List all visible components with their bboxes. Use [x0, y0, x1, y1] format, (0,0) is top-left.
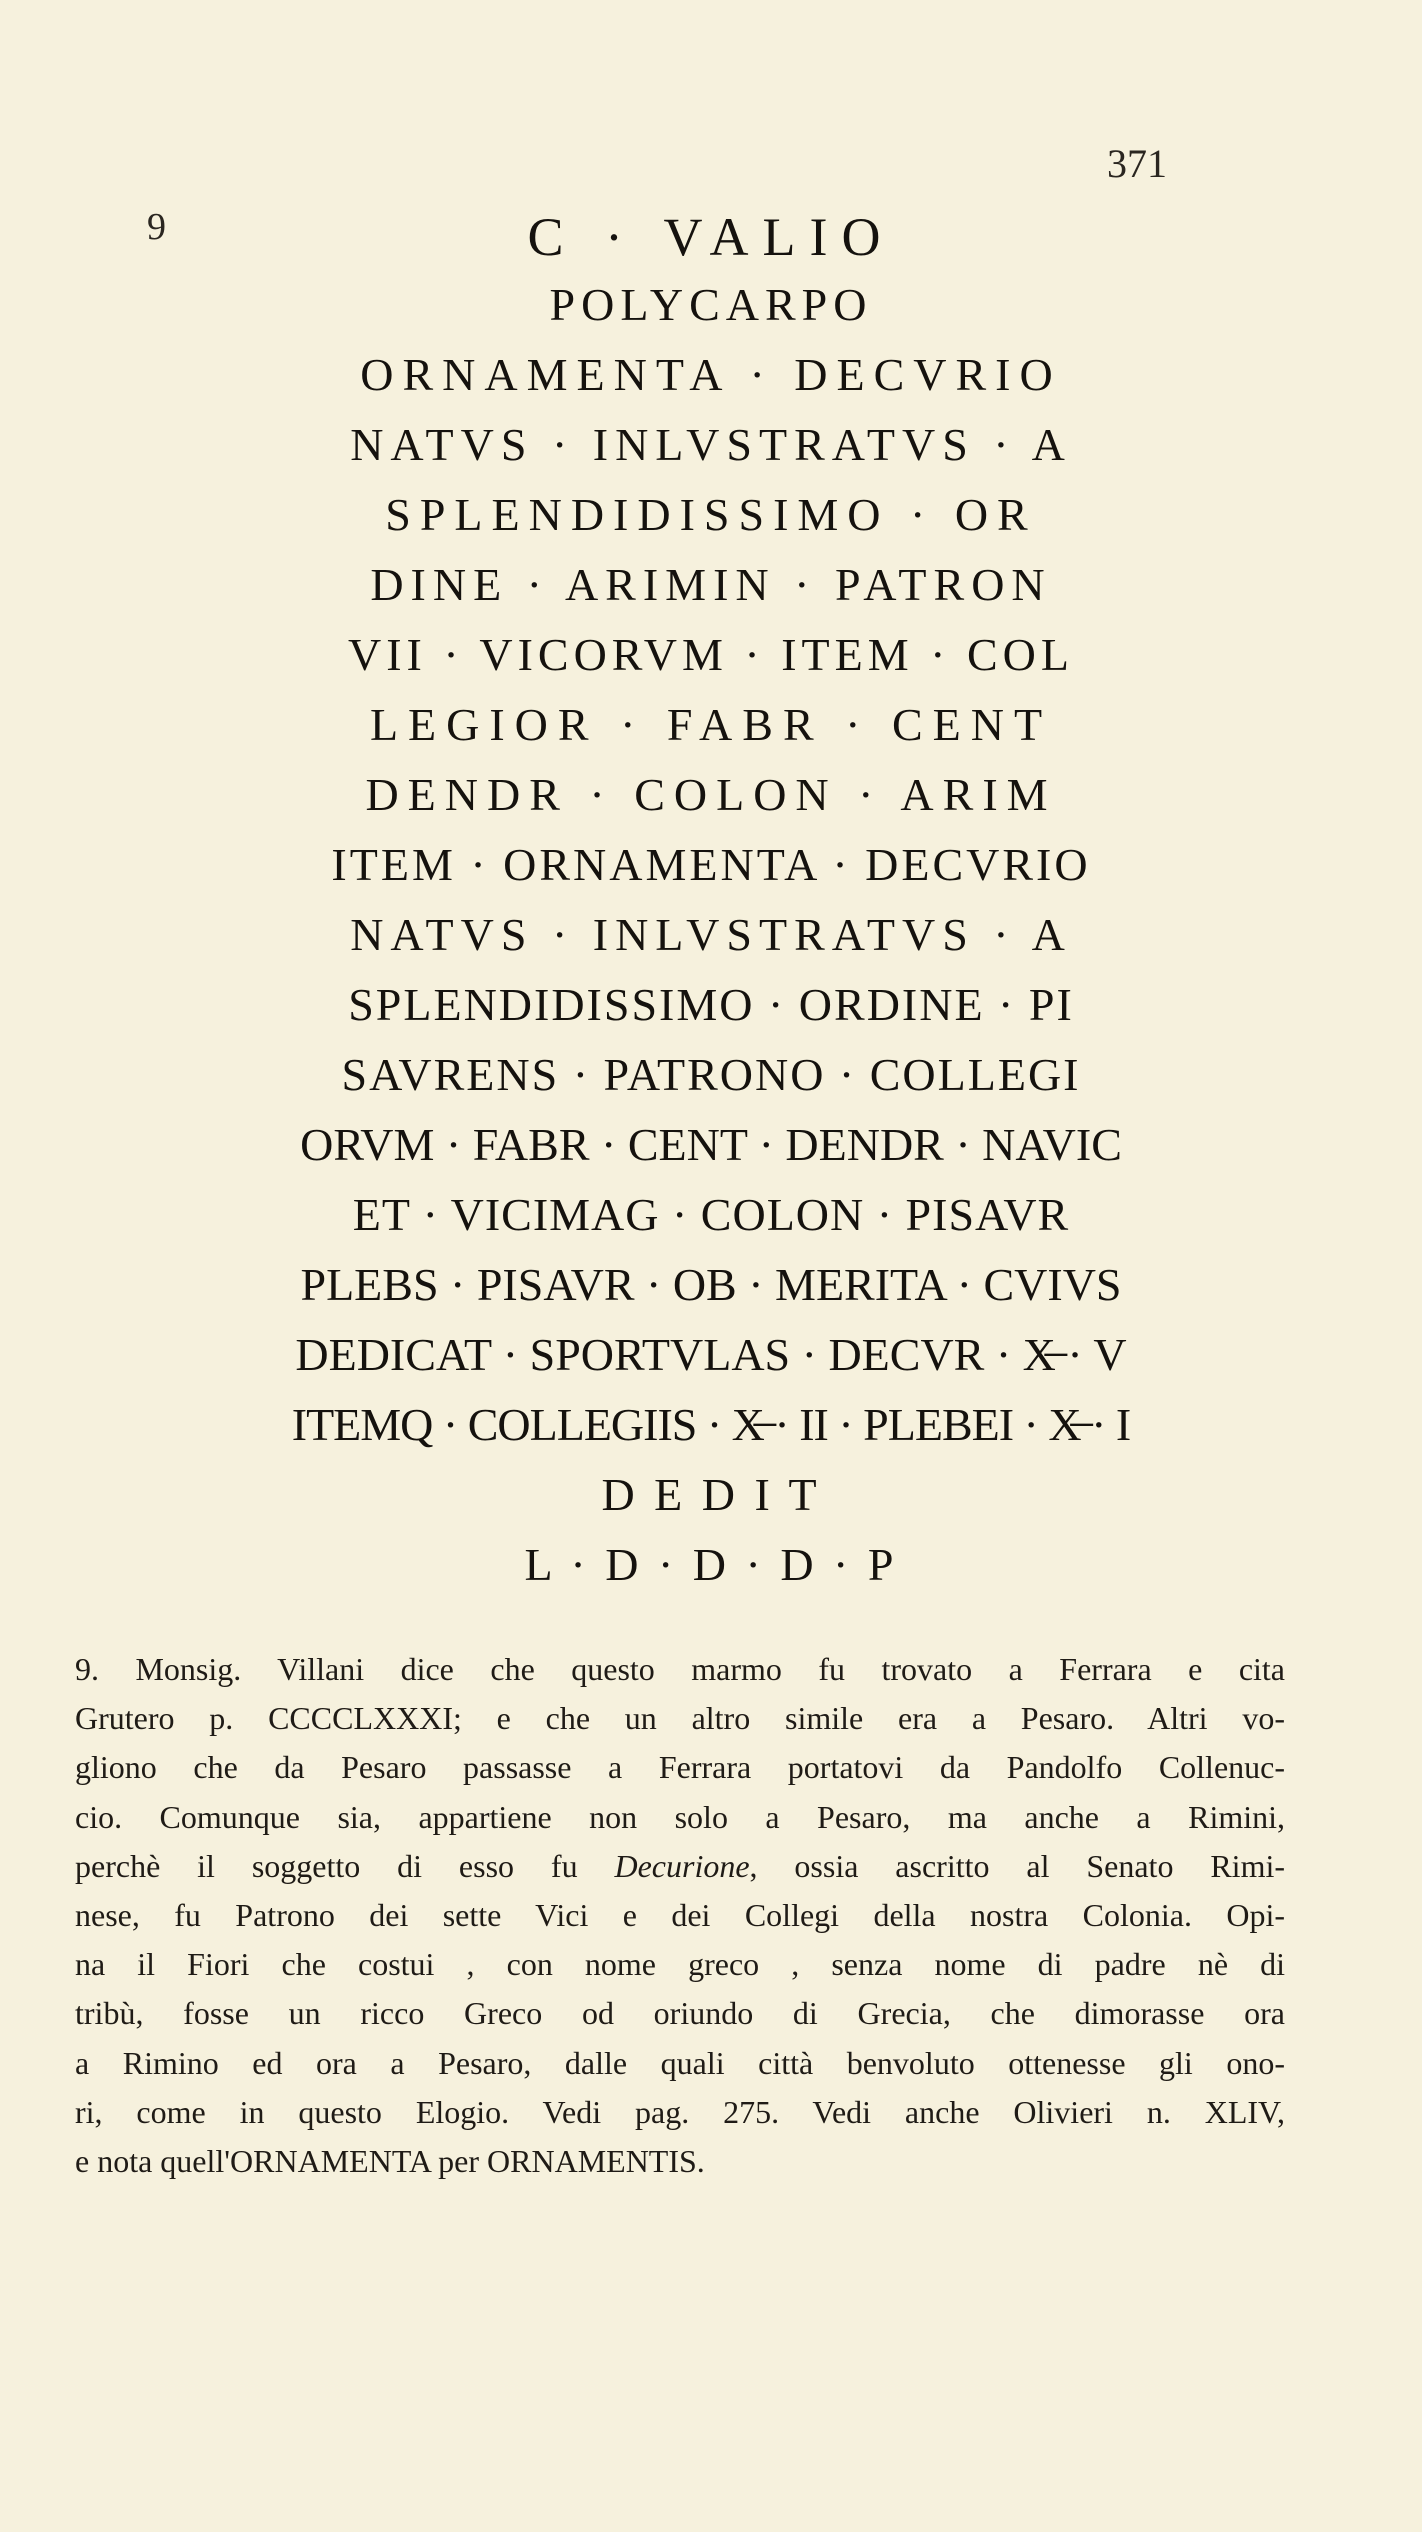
inscription-line: NATVS · INLVSTRATVS · A	[350, 419, 1072, 470]
inscription-line: LEGIOR · FABR · CENT	[369, 699, 1053, 750]
footnote-line: Grutero p. CCCCLXXXI; e che un altro simile era a Pesaro. Altri vo-	[75, 1700, 1285, 1737]
footnote-line: tribù, fosse un ricco Greco od oriundo di Grecia, che dimorasse ora	[75, 1995, 1285, 2032]
footnote-text: perchè il soggetto di esso fu	[75, 1847, 615, 1884]
inscription-line: L · D · D · D · P	[524, 1539, 898, 1590]
inscription-line: VII · VICORVM · ITEM · COL	[348, 629, 1074, 680]
footnote-italic-term: Decurione	[614, 1847, 750, 1884]
inscription-line: ET · VICIMAG · COLON · PISAVR	[352, 1189, 1070, 1240]
inscription-line: SAVRENS · PATRONO · COLLEGI	[341, 1049, 1081, 1100]
page-number: 371	[1107, 141, 1167, 186]
footnote-line: cio. Comunque sia, appartiene non solo a Pesaro, ma anche a Rimini,	[75, 1798, 1285, 1835]
inscription-line: POLYCARPO	[549, 279, 873, 330]
inscription-line: NATVS · INLVSTRATVS · A	[350, 909, 1072, 960]
footnote-line-with-italic	[75, 1842, 1285, 1891]
footnote-line: ri, come in questo Elogio. Vedi pag. 275. Vedi anche Olivieri n. XLIV,	[75, 2093, 1285, 2130]
footnote-line: na il Fiori che costui , con nome greco , senza nome di padre nè di	[75, 1946, 1285, 1983]
inscription-line: ITEM · ORNAMENTA · DECVRIO	[331, 839, 1091, 890]
inscription-line: SPLENDIDISSIMO · OR	[385, 489, 1037, 540]
footnote-line: a Rimino ed ora a Pesaro, dalle quali città benvoluto ottenesse gli ono-	[75, 2044, 1285, 2081]
note-reference-number: 9	[147, 206, 166, 248]
inscription-line: ORVM · FABR · CENT · DENDR · NAVIC	[300, 1119, 1122, 1170]
inscription-line: C · VALIO	[527, 207, 895, 267]
inscription-line: DINE · ARIMIN · PATRON	[370, 559, 1052, 610]
inscription-line: SPLENDIDISSIMO · ORDINE · PI	[348, 979, 1074, 1030]
inscription-line: PLEBS · PISAVR · OB · MERITA · CVIVS	[300, 1259, 1122, 1310]
inscription-line: ORNAMENTA · DECVRIO	[360, 349, 1062, 400]
footnote-line: nese, fu Patrono dei sette Vici e dei Collegi della nostra Colonia. Opi-	[75, 1897, 1285, 1934]
inscription-line: DENDR · COLON · ARIM	[365, 769, 1057, 820]
inscription-line: ITEMQ · COLLEGIIS · X̶ · II · PLEBEI · X̶ · I	[291, 1399, 1131, 1450]
footnote-line: e nota quell'ORNAMENTA per ORNAMENTIS.	[75, 2143, 705, 2180]
footnote	[75, 1645, 1285, 2186]
inscription-line: D E D I T	[601, 1469, 821, 1520]
footnote-text: , ossia ascritto al Senato Rimi-	[749, 1847, 1286, 1884]
footnote-line: gliono che da Pesaro passasse a Ferrara portatovi da Pandolfo Collenuc-	[75, 1749, 1285, 1786]
inscription-line: DEDICAT · SPORTVLAS · DECVR · X̶ · V	[295, 1329, 1127, 1380]
footnote-line: 9. Monsig. Villani dice che questo marmo fu trovato a Ferrara e cita	[75, 1651, 1285, 1687]
